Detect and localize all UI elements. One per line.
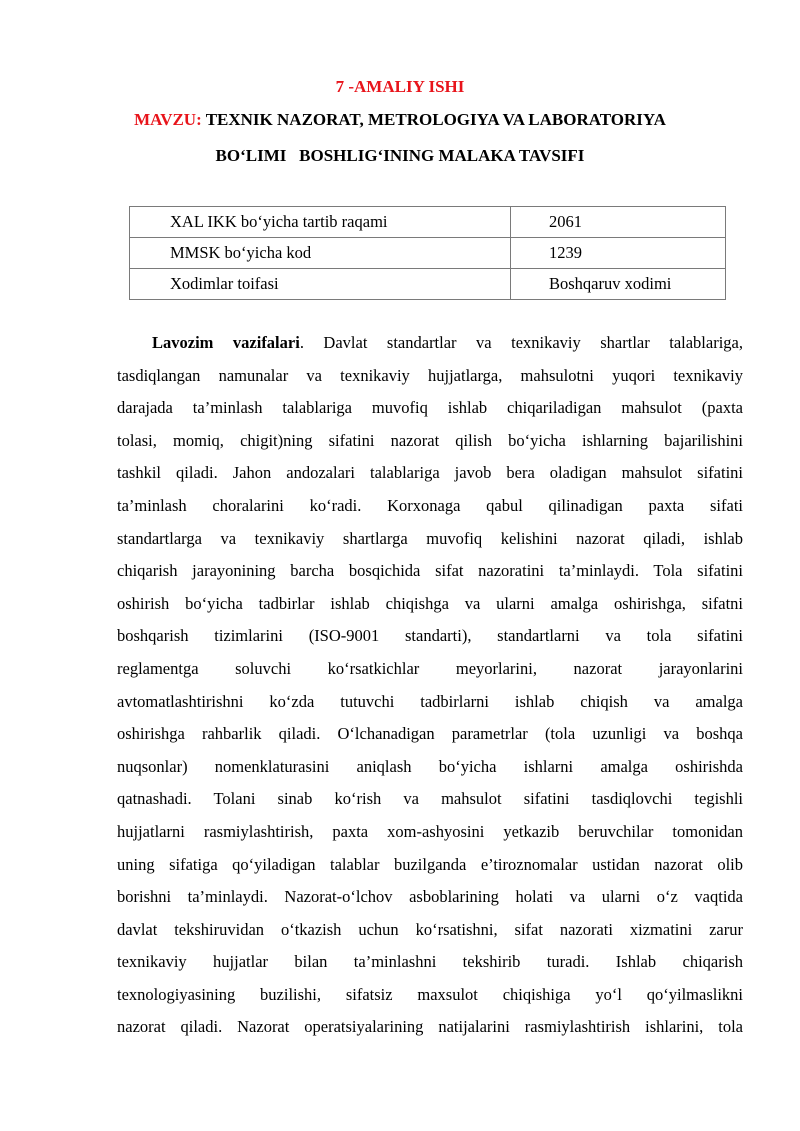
table-row — [130, 238, 726, 269]
table-cell-label: Xodimlar toifasi — [130, 269, 511, 300]
paragraph-line: standartlarga va texnikaviy shartlarga muvofiq kelishini nazorat qiladi, ishlab — [117, 528, 743, 548]
table-cell-label: XAL IKK bo‘yicha tartib raqami — [130, 207, 511, 238]
table-cell-value: 2061 — [511, 207, 726, 238]
paragraph-line: ta’minlash choralarini ko‘radi. Korxonaga qabul qilinadigan paxta sifati — [117, 495, 743, 515]
paragraph-line: avtomatlashtirishni ko‘zda tutuvchi tadbirlarni ishlab chiqish va amalga — [117, 691, 743, 711]
topic-text-1: TEXNIK NAZORAT, METROLOGIYA VA LABORATORIYA — [205, 110, 666, 129]
paragraph-line: oshirish bo‘yicha tadbirlar ishlab chiqishga va ularni amalga oshirishga, sifatni — [117, 593, 743, 613]
paragraph-line: chiqarish jarayonining barcha bosqichida sifat nazoratini ta’minlaydi. Tola sifatini — [117, 561, 743, 581]
paragraph-line: nuqsonlar) nomenklaturasini aniqlash bo‘yicha ishlarni amalga oshirishda — [117, 756, 743, 776]
paragraph-line: Lavozim vazifalari. Davlat standartlar va texnikaviy shartlar talablariga, — [152, 333, 743, 352]
paragraph-line: tasdiqlangan namunalar va texnikaviy hujjatlarga, mahsulotni yuqori texnikaviy — [117, 365, 743, 385]
paragraph-line: texnologiyasining buzilishi, sifatsiz maxsulot chiqishiga yo‘l qo‘yilmaslikni — [117, 984, 743, 1004]
paragraph-line: qatnashadi. Tolani sinab ko‘rish va mahsulot sifatini tasdiqlovchi tegishli — [117, 789, 743, 809]
paragraph-line: boshqarish tizimlarini (ISO-9001 standarti), standartlarni va tola sifatini — [117, 626, 743, 646]
paragraph-line: davlat tekshiruvidan o‘tkazish uchun ko‘rsatishni, sifat nazorati xizmatini zarur — [117, 919, 743, 939]
paragraph-line: darajada ta’minlash talablariga muvofiq ishlab chiqariladigan mahsulot (paxta — [117, 398, 743, 418]
topic-label: MAVZU: — [134, 110, 202, 129]
table-row — [130, 207, 726, 238]
document-title: 7 -AMALIY ISHI — [335, 77, 465, 96]
paragraph-line: reglamentga soluvchi ko‘rsatkichlar meyorlarini, nazorat jarayonlarini — [117, 658, 743, 678]
paragraph-line: hujjatlarni rasmiylashtirish, paxta xom-ashyosini yetkazib beruvchilar tomonidan — [117, 821, 743, 841]
paragraph-line: tashkil qiladi. Jahon andozalari talablariga javob bera oladigan mahsulot sifatini — [117, 463, 743, 483]
body-paragraph — [117, 327, 743, 1044]
topic-line-2: BO‘LIMI BOSHLIG‘INING MALAKA TAVSIFI — [215, 146, 585, 165]
paragraph-line: nazorat qiladi. Nazorat operatsiyalarining natijalarini rasmiylashtirish ishlarini, tola — [117, 1017, 743, 1037]
topic-line-1 — [0, 110, 800, 130]
paragraph-line: texnikaviy hujjatlar bilan ta’minlashni tekshirib turadi. Ishlab chiqarish — [117, 952, 743, 972]
table-cell-value: 1239 — [511, 238, 726, 269]
paragraph-line: borishni ta’minlaydi. Nazorat-o‘lchov asboblarining holati va ularni o‘z vaqtida — [117, 887, 743, 907]
table-cell-value: Boshqaruv xodimi — [511, 269, 726, 300]
paragraph-line: tolasi, momiq, chigit)ning sifatini nazorat qilish bo‘yicha ishlarning bajarilishini — [117, 430, 743, 450]
table-row — [130, 269, 726, 300]
paragraph-line: uning sifatiga qo‘yiladigan talablar buzilganda e’tiroznomalar ustidan nazorat olib — [117, 854, 743, 874]
table-cell-label: MMSK bo‘yicha kod — [130, 238, 511, 269]
lead-bold-text: Lavozim vazifalari — [152, 333, 300, 352]
info-table — [129, 206, 726, 300]
paragraph-line: oshirishga rahbarlik qiladi. O‘lchanadigan parametrlar (tola uzunligi va boshqa — [117, 724, 743, 744]
